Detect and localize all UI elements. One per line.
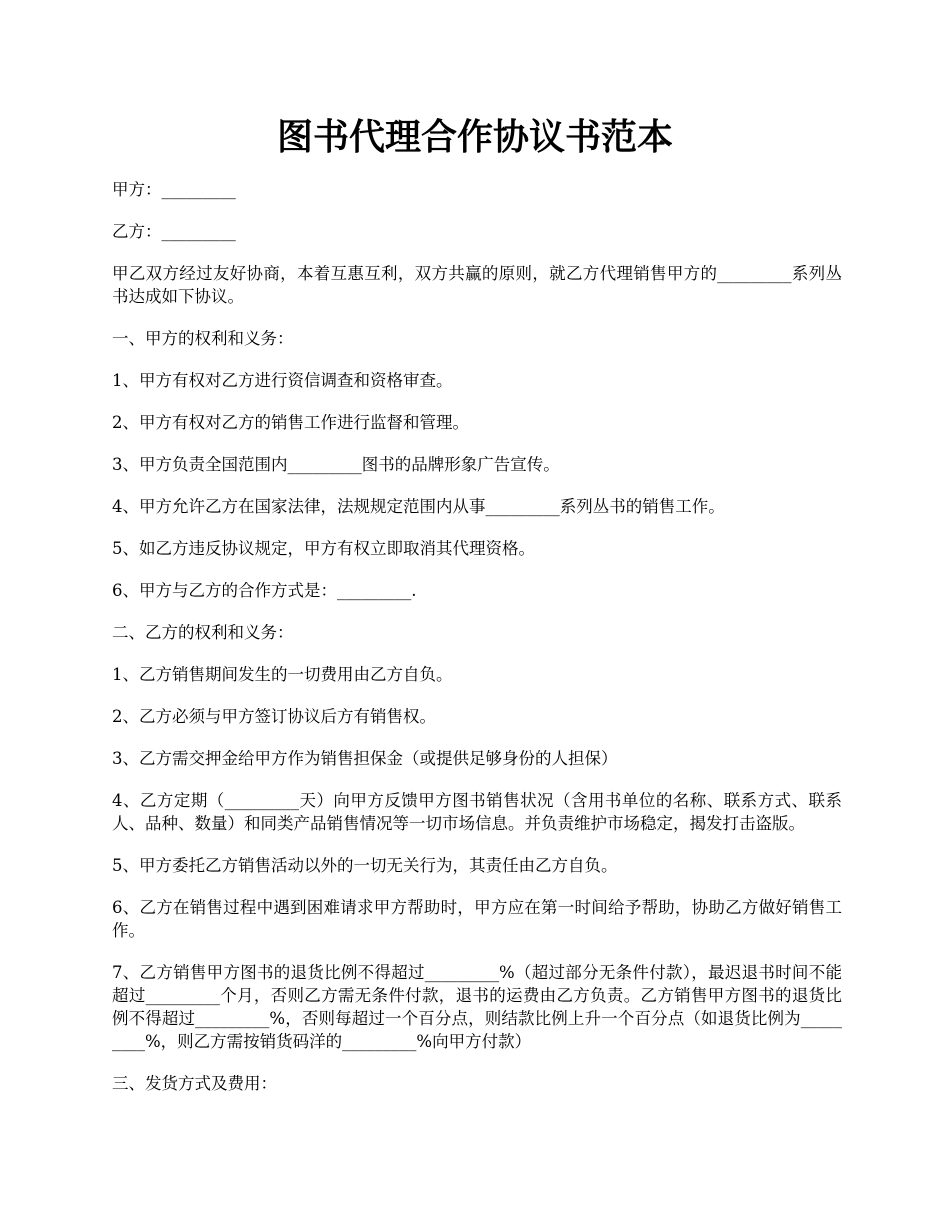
clause-b-6: 6、乙方在销售过程中遇到困难请求甲方帮助时，甲方应在第一时间给予帮助，协助乙方做好销售工作。: [112, 898, 842, 940]
section-heading-party-a-rights: 一、甲方的权利和义务：: [112, 329, 294, 348]
clause-b-3: 3、乙方需交押金给甲方作为销售担保金（或提供足够身份的人担保）: [112, 749, 618, 768]
clause-a-3: 3、甲方负责全国范围内_________图书的品牌形象广告宣传。: [112, 455, 560, 474]
clause-a-6: 6、甲方与乙方的合作方式是：_________.: [112, 581, 417, 600]
clause-a-2: 2、甲方有权对乙方的销售工作进行监督和管理。: [112, 413, 469, 432]
clause-b-4: 4、乙方定期（_________天）向甲方反馈甲方图书销售状况（含用书单位的名称、联系方式、联系人、品种、数量）和同类产品销售情况等一切市场信息。并负责维护市场稳定，揭发打击盗版。: [112, 791, 842, 833]
clause-a-5: 5、如乙方违反协议规定，甲方有权立即取消其代理资格。: [112, 539, 535, 558]
clause-b-7: 7、乙方销售甲方图书的退货比例不得超过_________%（超过部分无条件付款），最迟退书时间不能超过_________个月，否则乙方需无条件付款，退书的运费由乙方负责。乙方销售甲方图书的退货比例不得超过_________%，否则每超过一个百分点，则结款比例上升一个百分点（如退货比例为_________%，则乙方需按销货码洋的_________%向甲方付款）: [112, 963, 842, 1051]
section-heading-shipping: 三、发货方式及费用：: [112, 1074, 277, 1093]
clause-b-5: 5、甲方委托乙方销售活动以外的一切无关行为，其责任由乙方自负。: [112, 856, 618, 875]
clause-b-2: 2、乙方必须与甲方签订协议后方有销售权。: [112, 707, 436, 726]
section-heading-party-b-rights: 二、乙方的权利和义务：: [112, 623, 294, 642]
clause-a-4: 4、甲方允许乙方在国家法律，法规规定范围内从事_________系列丛书的销售工作。: [112, 497, 725, 516]
clause-a-1: 1、甲方有权对乙方进行资信调查和资格审查。: [112, 371, 453, 390]
party-b-line: 乙方：_________: [112, 222, 236, 241]
preamble-paragraph: 甲乙双方经过友好协商，本着互惠互利，双方共赢的原则，就乙方代理销售甲方的_________系列丛书达成如下协议。: [112, 264, 842, 306]
clause-b-1: 1、乙方销售期间发生的一切费用由乙方自负。: [112, 665, 453, 684]
party-a-line: 甲方：_________: [112, 180, 236, 199]
document-title: 图书代理合作协议书范本: [276, 116, 673, 158]
document-body: [112, 178, 842, 1114]
